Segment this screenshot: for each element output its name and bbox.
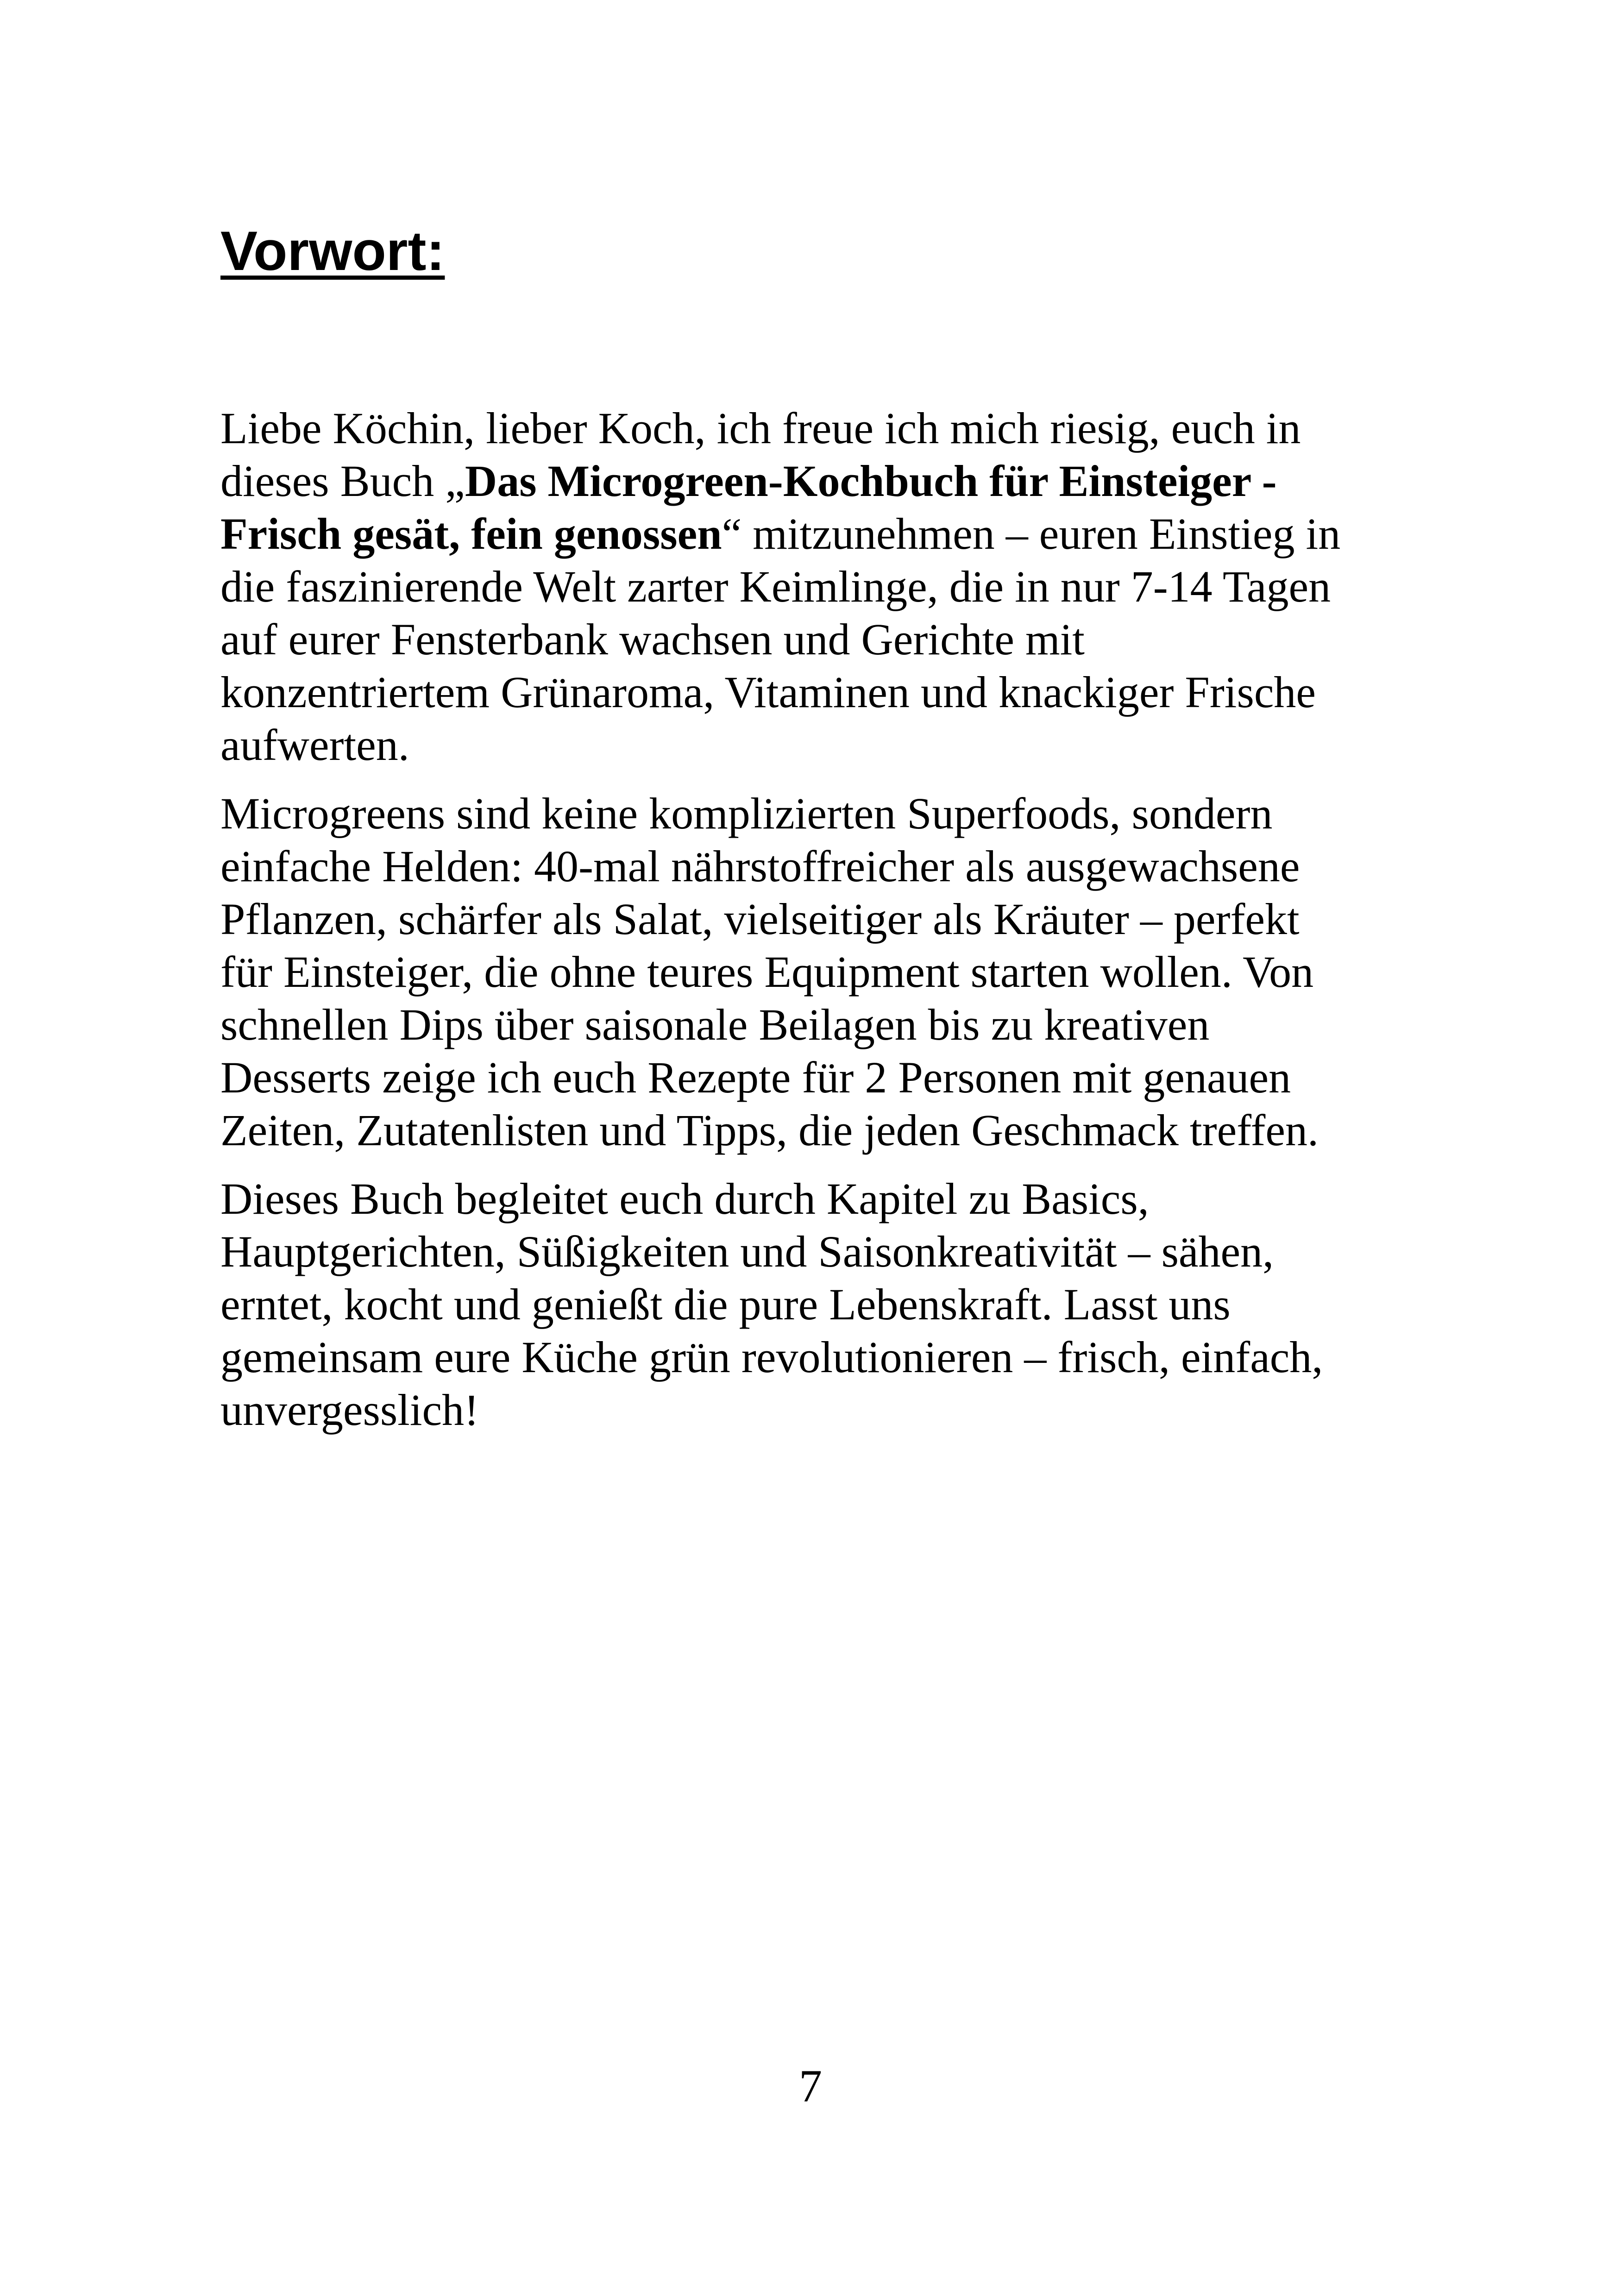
- text-segment: Desserts zeige ich euch Rezepte für 2 Personen mit genauen: [220, 1053, 1291, 1102]
- text-segment: konzentriertem Grünaroma, Vitaminen und knackiger Frische: [220, 667, 1316, 717]
- text-line: [220, 1225, 1406, 1278]
- text-line: [220, 1278, 1406, 1331]
- text-line: [220, 719, 1406, 772]
- book-title-text: Frisch gesät, fein genossen: [220, 509, 722, 558]
- text-line: [220, 613, 1406, 666]
- text-segment: gemeinsam eure Küche grün revolutionieren – frisch, einfach,: [220, 1332, 1323, 1382]
- text-segment: die faszinierende Welt zarter Keimlinge, die in nur 7-14 Tagen: [220, 562, 1331, 611]
- text-segment: Hauptgerichten, Süßigkeiten und Saisonkreativität – sähen,: [220, 1227, 1274, 1276]
- text-line: [220, 1331, 1406, 1384]
- text-segment: dieses Buch „: [220, 456, 465, 506]
- text-segment: unvergesslich!: [220, 1385, 479, 1435]
- text-segment: Pflanzen, schärfer als Salat, vielseitiger als Kräuter – perfekt: [220, 894, 1300, 944]
- page-number: 7: [799, 2060, 822, 2112]
- text-line: [220, 508, 1406, 560]
- page-heading: Vorwort:: [220, 220, 445, 282]
- text-segment: “ mitzunehmen – euren Einstieg in: [722, 509, 1341, 558]
- text-line: [220, 1173, 1406, 1225]
- text-segment: Microgreens sind keine komplizierten Superfoods, sondern: [220, 789, 1273, 838]
- text-line: [220, 946, 1406, 998]
- text-line: [220, 998, 1406, 1051]
- text-segment: Dieses Buch begleitet euch durch Kapitel zu Basics,: [220, 1174, 1149, 1223]
- paragraph: [220, 1173, 1406, 1437]
- text-line: [220, 840, 1406, 893]
- text-line: [220, 1104, 1406, 1157]
- text-line: [220, 455, 1406, 508]
- text-segment: auf eurer Fensterbank wachsen und Gerichte mit: [220, 615, 1085, 664]
- book-title-text: Das Microgreen-Kochbuch für Einsteiger -: [465, 456, 1277, 506]
- text-line: [220, 1051, 1406, 1104]
- text-segment: Zeiten, Zutatenlisten und Tipps, die jeden Geschmack treffen.: [220, 1105, 1319, 1155]
- text-segment: schnellen Dips über saisonale Beilagen bis zu kreativen: [220, 1000, 1210, 1049]
- text-segment: aufwerten.: [220, 720, 409, 770]
- foreword-body: [220, 402, 1406, 1452]
- paragraph: [220, 402, 1406, 772]
- text-line: [220, 893, 1406, 946]
- paragraph: [220, 787, 1406, 1157]
- text-line: [220, 1384, 1406, 1437]
- text-line: [220, 666, 1406, 719]
- text-line: [220, 787, 1406, 840]
- text-segment: einfache Helden: 40-mal nährstoffreicher als ausgewachsene: [220, 841, 1300, 891]
- text-line: [220, 402, 1406, 455]
- text-line: [220, 560, 1406, 613]
- text-segment: für Einsteiger, die ohne teures Equipment starten wollen. Von: [220, 947, 1314, 997]
- text-segment: erntet, kocht und genießt die pure Lebenskraft. Lasst uns: [220, 1280, 1231, 1329]
- text-segment: Liebe Köchin, lieber Koch, ich freue ich mich riesig, euch in: [220, 403, 1301, 453]
